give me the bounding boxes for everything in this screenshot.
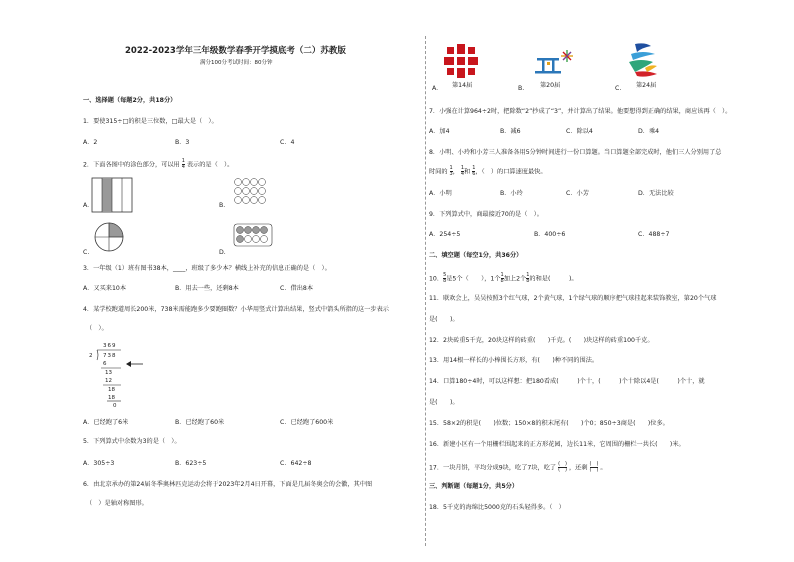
- q1-option-b[interactable]: B．3: [175, 139, 190, 146]
- question-11-cont: 是( )。: [429, 316, 459, 323]
- q9-option-a[interactable]: A．254÷5: [429, 231, 461, 238]
- question-13: 13．用14根一样长的小棒围长方形，有( )种不同的围法。: [429, 357, 599, 364]
- logo-option-c[interactable]: C.: [615, 85, 622, 92]
- exam-subtitle: 满分100分考试时间：80分钟: [200, 60, 273, 66]
- q2-label-a: A.: [83, 202, 90, 209]
- question-9: 9．下列算式中，商最接近70的是（ ）。: [429, 211, 543, 218]
- division-dividend: 738: [103, 353, 117, 359]
- question-1: 1．要使315÷□的积是三位数，□最大是（ ）。: [83, 118, 218, 125]
- question-10: 10． $\frac{5}{8}$ 是5个（ ），1个 $\frac{1}{8}$ 加上2个 $\frac{1}{8}$ 的和是( )。: [429, 272, 578, 284]
- question-3: 3．一年级（1）班有图书38本，____，班级了多少本？横线上补充的信息正确的是（ ）。: [83, 265, 331, 272]
- q7-option-d[interactable]: D．乘4: [638, 128, 660, 135]
- question-8: 8．小明、小玲和小芳三人准备各用5分钟时间进行一份口算题。当口算题全部完成时，他们三人分别用了总: [429, 149, 722, 156]
- q2-figure-a[interactable]: [92, 178, 132, 212]
- section-judge-title: 三、判断题（每题1分，共5分）: [429, 483, 519, 490]
- logo-caption-20: 第20届: [540, 82, 561, 89]
- logo-option-b[interactable]: B.: [518, 85, 525, 92]
- q1-option-a[interactable]: A．2: [83, 139, 98, 146]
- q7-option-b[interactable]: B．减6: [500, 128, 521, 135]
- olympic-emblem-20-icon: [533, 48, 579, 78]
- q2-label-b: B.: [219, 202, 226, 209]
- column-divider: [425, 36, 426, 546]
- division-step: 0: [113, 403, 117, 409]
- division-bracket-lines: [95, 349, 135, 409]
- question-4: 4．某学校跑道周长200米，738米需能跑多少要跑圈数？小华用竖式计算出结果，竖式中箭头所指的这一步表示: [83, 306, 389, 313]
- q3-option-a[interactable]: A．又买来10本: [83, 285, 127, 292]
- question-14: 14．口算180÷4时，可以这样想：把180看成( )个十，( )个十除以4是( )个十，就: [429, 378, 705, 385]
- question-12: 12．2块砖重5千克，20块这样的砖重( )千克。( )块这样的砖重100千克。: [429, 337, 654, 344]
- question-7: 7．小强在计算964÷2时，把除数“2”抄成了“3”，并计算出了结果。他要想得到正确的结果，商应该再（ ）。: [429, 108, 732, 115]
- division-step: 6: [103, 361, 107, 367]
- section-fill-title: 二、填空题（每空1分，共36分）: [429, 252, 523, 259]
- division-step: 18: [108, 395, 115, 401]
- logo-caption-24: 第24届: [636, 82, 657, 89]
- section-choice-title: 一、选择题（每题2分，共18分）: [83, 97, 177, 104]
- question-2: 2．下面各图中的涂色部分，可以用 $\frac{1}{4}$ 表示的是（ ）。: [83, 158, 234, 170]
- question-6: 6．由北京承办的第24届冬季奥林匹克运动会将于2023年2月4日开幕，下面是几届冬奥会的会徽，其中图: [83, 481, 373, 488]
- q4-option-c[interactable]: C．已经跑了600米: [280, 419, 334, 426]
- q5-option-c[interactable]: C．642÷8: [280, 460, 312, 467]
- division-step: 18: [108, 387, 115, 393]
- q2-figure-d[interactable]: [234, 224, 272, 246]
- olympic-emblem-14-icon: [444, 44, 478, 78]
- q2-fraction: $\frac{1}{4}$: [181, 158, 185, 170]
- question-8-cont: 时间的 $\frac{1}{3}$ ， $\frac{1}{4}$ 和 $\frac{1}{6}$ ，（ ）的口算速度最快。: [429, 165, 547, 177]
- question-5: 5．下列算式中余数为3的是（ ）。: [83, 438, 181, 445]
- question-4-cont: （ ）。: [86, 325, 108, 332]
- arrow-icon: [126, 360, 144, 368]
- question-17: 17．一块月饼，平均分成9块，吃了7块，吃了 $\frac{( )}{( )}$ ，还剩 $\frac{( )}{( )}$ 。: [429, 461, 607, 473]
- q2-label-c: C.: [83, 249, 90, 256]
- q8-option-d[interactable]: D．无法比较: [638, 190, 674, 197]
- q4-option-a[interactable]: A．已经跑了6米: [83, 419, 129, 426]
- q8-option-c[interactable]: C．小芳: [566, 190, 589, 197]
- q2-label-d: D.: [219, 249, 226, 256]
- q9-option-c[interactable]: C．488÷7: [638, 231, 670, 238]
- q8-option-a[interactable]: A．小明: [429, 190, 452, 197]
- q7-option-c[interactable]: C．除以4: [566, 128, 593, 135]
- q5-option-a[interactable]: A．305÷3: [83, 460, 115, 467]
- division-quotient: 369: [103, 343, 117, 349]
- division-divisor: 2: [89, 353, 93, 359]
- division-step: 13: [105, 370, 112, 376]
- question-11: 11．联欢会上，吴吴按照3个红气球，2个黄气球，1个绿气球的顺序把气球挂起来装饰教室，第20个气球: [429, 295, 717, 302]
- q3-option-b[interactable]: B．用去一些，还剩8本: [175, 285, 239, 292]
- olympic-emblem-24-icon: [625, 42, 661, 80]
- question-6-cont: （ ）是轴对称图形。: [86, 500, 148, 507]
- question-16: 16．新建小区有一个用栅栏围起来的正方形花园，边长11米，它周围的栅栏一共长( )米。: [429, 441, 685, 448]
- q9-option-b[interactable]: B．400÷6: [534, 231, 566, 238]
- q7-option-a[interactable]: A．加4: [429, 128, 450, 135]
- question-14-cont: 是( )。: [429, 399, 459, 406]
- q3-option-c[interactable]: C．借出8本: [280, 285, 314, 292]
- logo-option-a[interactable]: A.: [432, 85, 439, 92]
- question-18: 18．5千克的海绵比5000克的石头轻得多。（ ）: [429, 504, 565, 511]
- q2-figure-c[interactable]: [94, 222, 124, 252]
- q2-figure-b[interactable]: [234, 178, 266, 208]
- logo-caption-14: 第14届: [452, 82, 473, 89]
- division-step: 12: [105, 378, 112, 384]
- q8-option-b[interactable]: B．小玲: [500, 190, 523, 197]
- q5-option-b[interactable]: B．623÷5: [175, 460, 207, 467]
- q4-option-b[interactable]: B．已经跑了60米: [175, 419, 225, 426]
- page-title: 2022-2023学年三年级数学春季开学摸底考（二）苏教版: [125, 46, 346, 56]
- question-15: 15．58×2的积是( )位数；150×8的积末尾有( )个0；850÷3商是( )位多。: [429, 420, 669, 427]
- q1-option-c[interactable]: C．4: [280, 139, 295, 146]
